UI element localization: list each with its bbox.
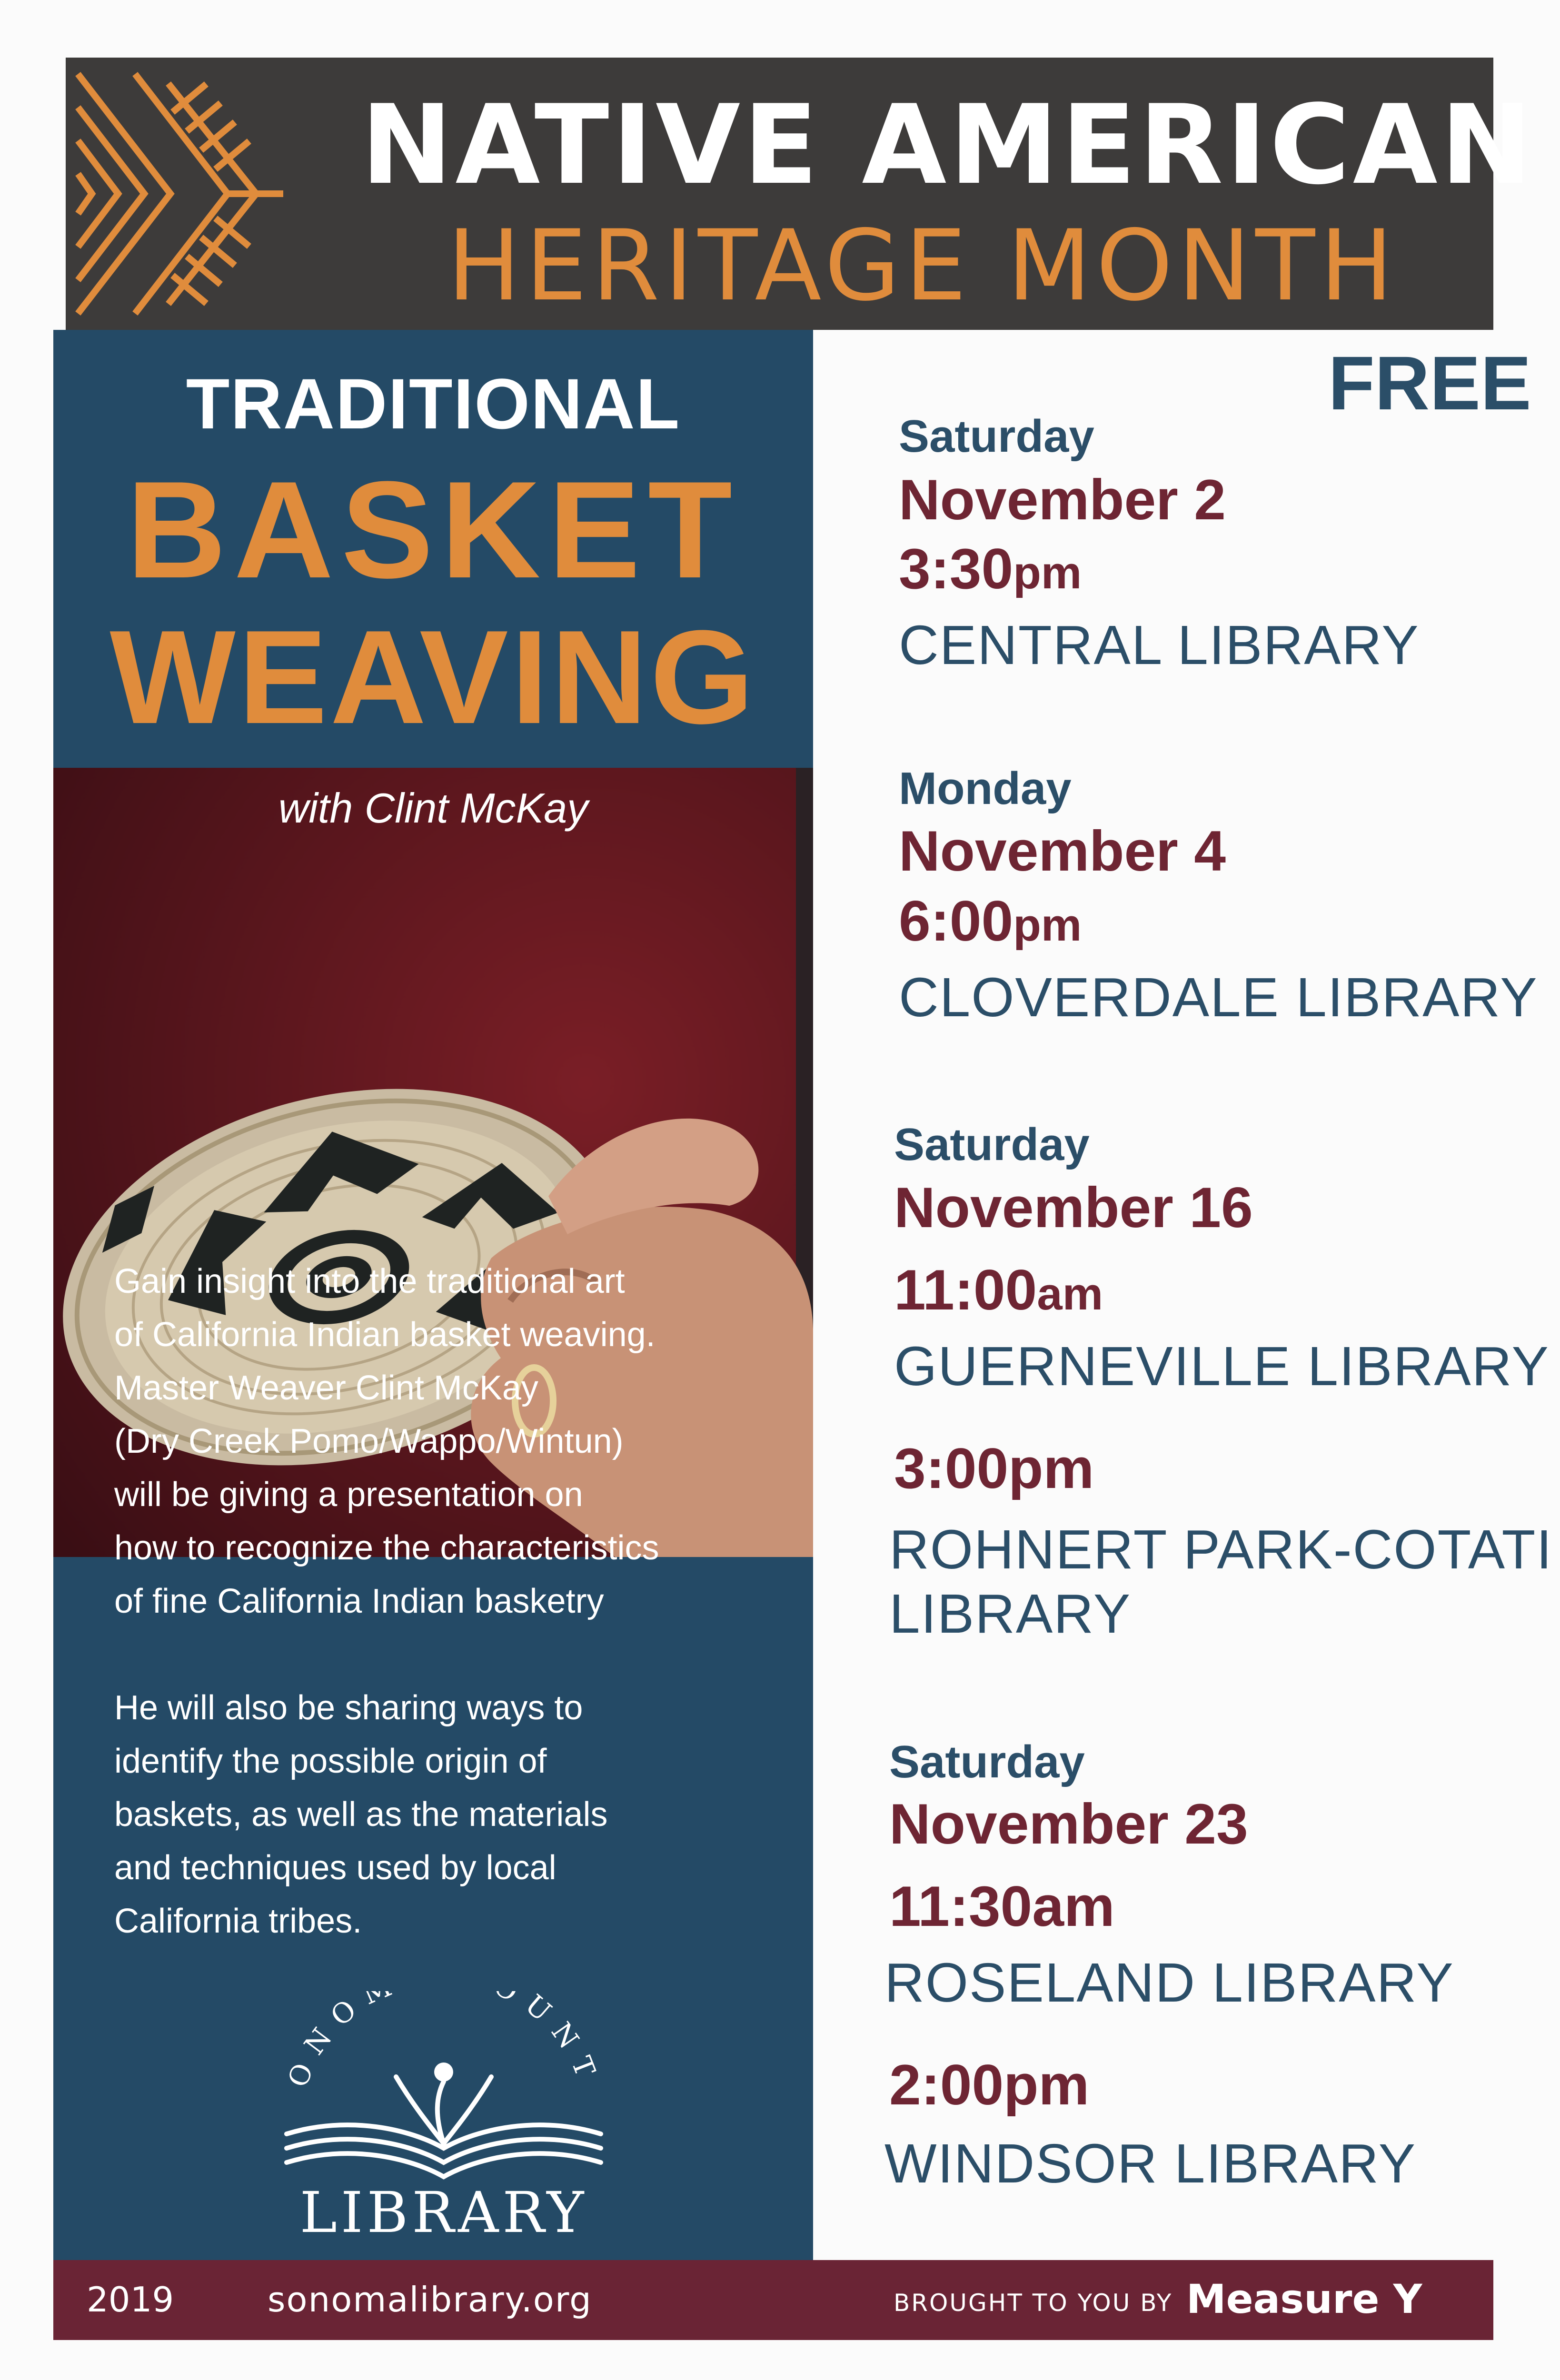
session-time: 2:00pm [889,2053,1090,2117]
event-info-panel [53,330,813,2260]
session-location: LIBRARY [889,1583,1132,1645]
description-paragraph: He will also be sharing ways to identify the possible origin of baskets, as well as the materials and techniques used by local California tribes. [114,1689,608,1940]
session-day: Monday [899,763,1072,814]
session-time: 3:00pm [894,1437,1094,1500]
session-day: Saturday [889,1736,1085,1787]
sonoma-county-library-logo [253,1991,634,2245]
footer-year: 2019 [87,2280,174,2320]
zigzag-pattern-icon [66,58,285,330]
header-title-line1: NATIVE AMERICAN [361,82,1535,209]
footer-brought-by: BROUGHT TO YOU BY [894,2289,1173,2317]
event-description [114,1255,800,2001]
session-day: Saturday [899,411,1094,462]
session-date: November 2 [899,468,1226,532]
session-time: 3:30pm [899,537,1082,601]
session-location: GUERNEVILLE LIBRARY [894,1335,1550,1397]
session-location: ROHNERT PARK-COTATI [889,1518,1553,1580]
session-time: 6:00pm [899,889,1082,953]
logo-arc-text: ONO OUNT [281,1991,606,2092]
event-kicker: TRADITIONAL [186,364,681,444]
header-banner [66,58,1535,330]
session-location: ROSELAND LIBRARY [884,1952,1454,2013]
price-label: FREE [1328,340,1531,426]
session-date: November 4 [899,819,1226,883]
svg-text:SONOMA COUNTY [253,1991,606,2092]
session-time: 11:30am [889,1874,1115,1938]
footer-bar [53,2260,1493,2340]
session-location: CENTRAL LIBRARY [899,614,1420,676]
footer-sponsor: Measure Y [1186,2276,1422,2322]
session-date: November 23 [889,1792,1248,1856]
description-paragraph: Gain insight into the traditional art of California Indian basket weaving. Master Weaver Clint McKay (Dry Creek Pomo/Wappo/Wintun) will be giving a presentation on how to recognize the characteristics of fine California Indian basketry [114,1262,659,1620]
logo-library-text: LIBRARY [299,2180,588,2245]
session-location: CLOVERDALE LIBRARY [899,966,1538,1028]
footer-website-link[interactable]: sonomalibrary.org [268,2280,592,2320]
header-title-line2: HERITAGE MONTH [447,209,1398,323]
session-location: WINDSOR LIBRARY [884,2132,1417,2194]
presenter-name: with Clint McKay [278,784,588,832]
session-date: November 16 [894,1176,1253,1240]
event-title-line2: WEAVING [109,603,757,752]
event-title-line1: BASKET [126,453,740,607]
session-day: Saturday [894,1119,1090,1170]
session-time: 11:00am [894,1258,1103,1322]
